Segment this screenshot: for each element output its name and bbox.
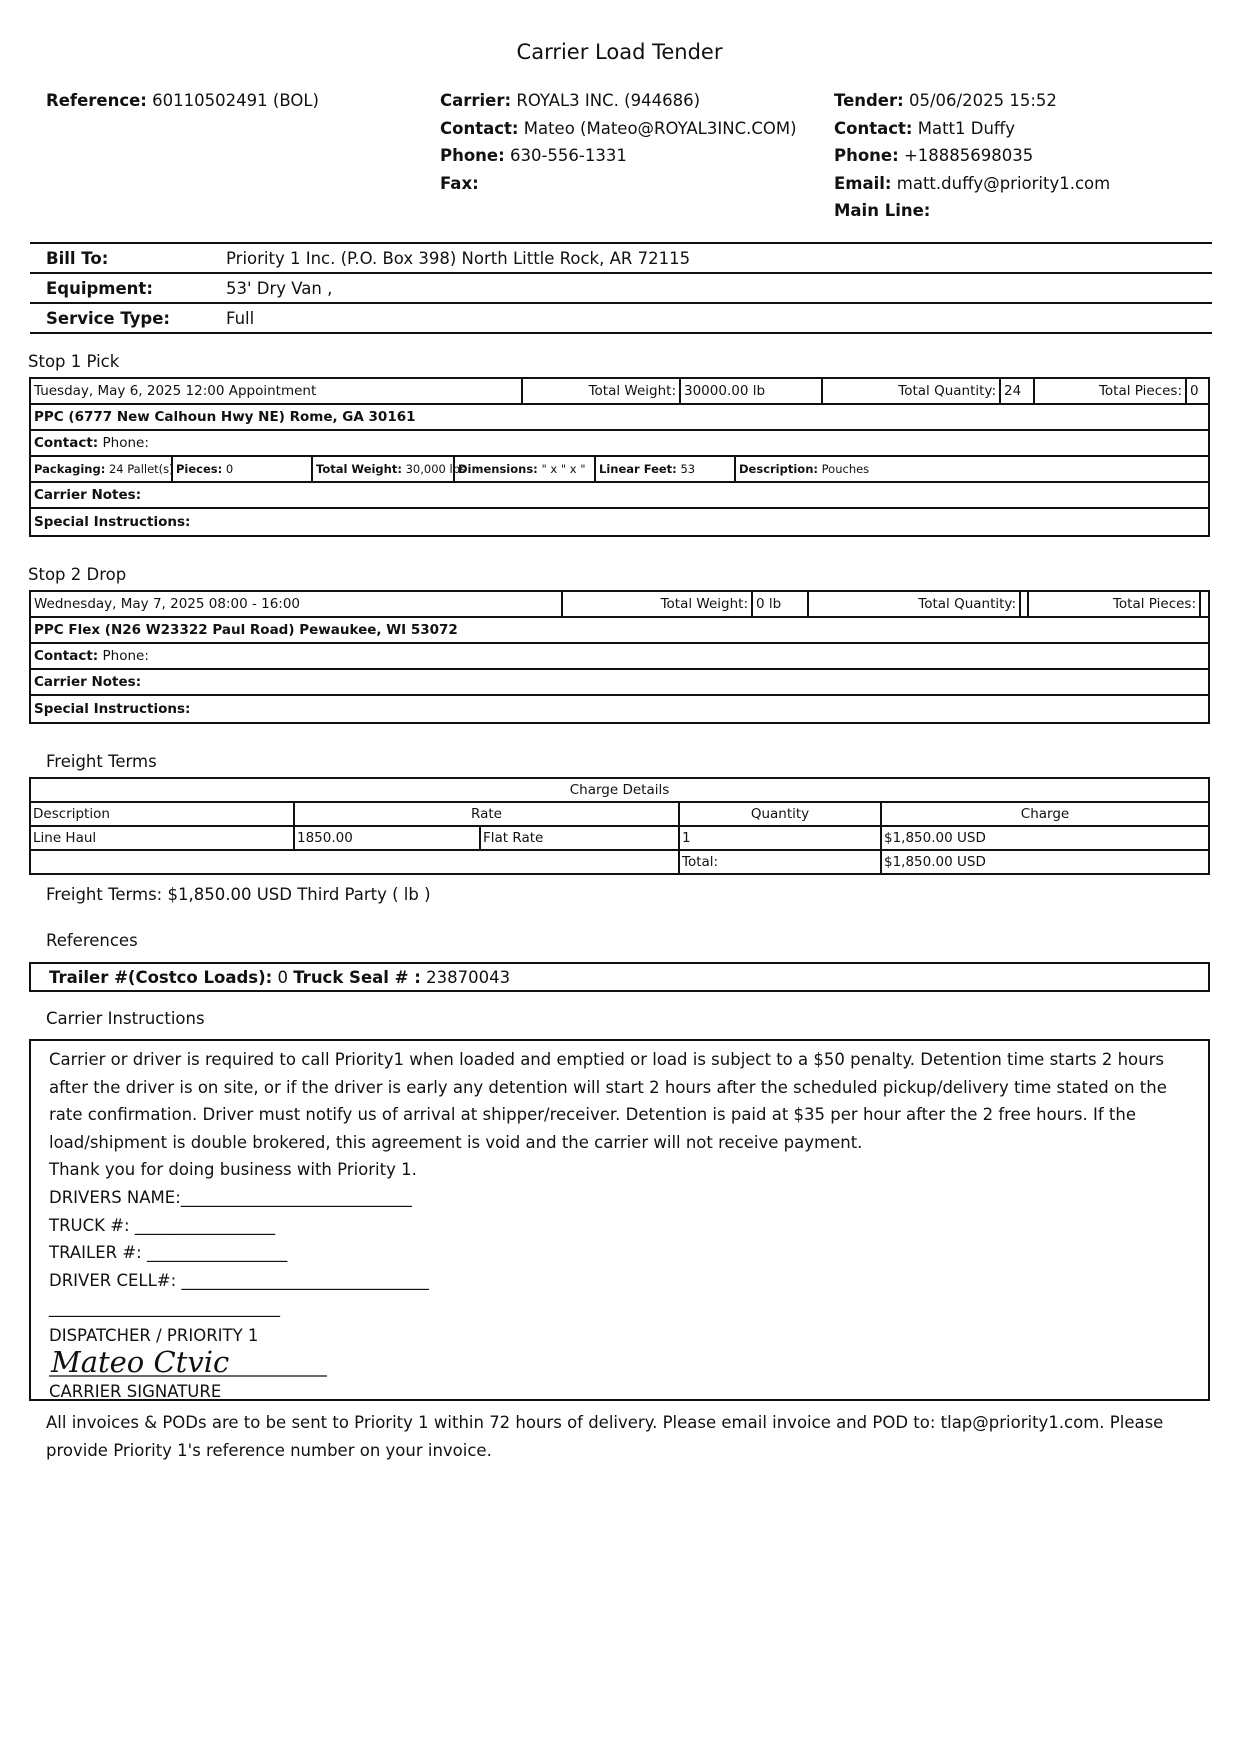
pieces-value: 0: [225, 462, 234, 476]
line-description: Line Haul: [30, 826, 294, 850]
linear-feet-label: Linear Feet:: [599, 462, 677, 476]
tender-contact-line: [834, 115, 1110, 143]
service-type-value: Full: [226, 308, 255, 328]
carrier-signature-label: CARRIER SIGNATURE: [49, 1381, 222, 1401]
tender-label: Tender:: [834, 91, 904, 110]
stop1-total-weight: 30000.00 lb: [679, 379, 823, 403]
stop1-total-weight-label: Total Weight:: [588, 383, 676, 399]
stop1-linear-feet: [596, 457, 736, 481]
stop1-carrier-notes-row: [31, 483, 1208, 509]
carrier-contact-label: Contact:: [440, 118, 519, 138]
stop1-special-instructions-row: [31, 509, 1208, 535]
carrier-instructions-title: Carrier Instructions: [46, 1009, 205, 1028]
description-value: Pouches: [821, 462, 870, 476]
carrier-instructions-box: [29, 1039, 1210, 1401]
driver-cell-field: DRIVER CELL#: ______________________________: [49, 1270, 429, 1290]
stop2-total-weight: 0 lb: [751, 592, 809, 616]
stop1-total-pieces: 0: [1185, 379, 1208, 403]
col-rate: Rate: [294, 802, 679, 826]
stop1-item-weight: [313, 457, 466, 481]
line-quantity: 1: [679, 826, 881, 850]
equipment-value: 53' Dry Van ,: [226, 278, 333, 298]
drivers-name-field: DRIVERS NAME:____________________________: [49, 1187, 412, 1207]
stop2-total-pieces: [1199, 592, 1208, 616]
stop1-special-instructions: Special Instructions:: [34, 514, 191, 530]
packaging-label: Packaging:: [34, 462, 106, 476]
carrier-signature-image: [49, 1344, 329, 1379]
stop2-total-quantity-label: Total Quantity:: [918, 596, 1016, 612]
stop2-box: [29, 590, 1210, 724]
tender-email-value: matt.duffy@priority1.com: [896, 173, 1111, 193]
freight-terms-line: Freight Terms: $1,850.00 USD Third Party ( lb ): [46, 885, 431, 904]
carrier-contact-line: [440, 115, 797, 143]
stop1-phone-label: Phone:: [102, 435, 149, 451]
bill-to-label: Bill To:: [46, 248, 109, 268]
total-value: $1,850.00 USD: [881, 850, 1209, 874]
item-weight-label: Total Weight:: [316, 462, 402, 476]
seal-label: Truck Seal # :: [293, 967, 421, 987]
linear-feet-value: 53: [680, 462, 696, 476]
description-label: Description:: [739, 462, 818, 476]
stop1-contact: [31, 431, 152, 455]
reference-column: [46, 87, 319, 115]
stop1-total-pieces-label: Total Pieces:: [1098, 383, 1182, 399]
item-weight-value: 30,000 lbs: [405, 462, 466, 476]
col-description: Description: [30, 802, 294, 826]
equipment-row: [30, 272, 1212, 302]
stop2-total-weight-label: Total Weight:: [660, 596, 748, 612]
dimensions-label: Dimensions:: [458, 462, 538, 476]
total-label: Total:: [679, 850, 881, 874]
stop1-location-row: [31, 405, 1208, 431]
stop1-box: [29, 377, 1210, 537]
reference-label: Reference:: [46, 91, 147, 110]
carrier-fax-line: [440, 170, 797, 198]
stop2-contact: [31, 644, 152, 668]
service-type-row: [30, 302, 1212, 334]
reference-value: 60110502491 (BOL): [152, 91, 319, 110]
tender-contact-label: Contact:: [834, 118, 913, 138]
dimensions-value: " x " x ": [541, 462, 586, 476]
stop1-location: PPC (6777 New Calhoun Hwy NE) Rome, GA 30161: [34, 409, 416, 425]
main-line: [834, 197, 1110, 225]
truck-field: TRUCK #: _________________: [49, 1215, 276, 1235]
stop1-total-quantity: 24: [999, 379, 1035, 403]
line-rate-type: Flat Rate: [480, 826, 679, 850]
summary-table: [30, 242, 1212, 334]
tender-column: [834, 87, 1110, 225]
stop2-carrier-notes-row: [31, 670, 1208, 696]
stop1-title: Stop 1 Pick: [28, 352, 120, 371]
stop2-total-pieces-label: Total Pieces:: [1112, 596, 1196, 612]
charge-line-row: [30, 826, 1209, 850]
dispatcher-line: ____________________________: [49, 1298, 280, 1318]
carrier-phone-line: [440, 142, 797, 170]
tender-line: [834, 87, 1110, 115]
charge-details-table: [29, 777, 1210, 875]
tender-phone-value: +18885698035: [903, 146, 1034, 165]
tender-contact-value: Matt1 Duffy: [917, 118, 1016, 138]
tender-phone-label: Phone:: [834, 146, 899, 165]
col-charge: Charge: [881, 802, 1209, 826]
stop2-contact-label: Contact:: [34, 648, 99, 664]
dispatcher-label: DISPATCHER / PRIORITY 1: [49, 1325, 259, 1345]
stop2-special-instructions-row: [31, 696, 1208, 722]
main-line-label: Main Line:: [834, 201, 931, 220]
references-box: [29, 962, 1210, 992]
stop2-carrier-notes: Carrier Notes:: [34, 674, 142, 690]
stop2-special-instructions: Special Instructions:: [34, 701, 191, 717]
packaging-value: 24 Pallet(s): [108, 462, 174, 476]
carrier-value: ROYAL3 INC. (944686): [516, 91, 701, 110]
stop2-location-row: [31, 618, 1208, 644]
references-title: References: [46, 931, 138, 950]
charge-columns-row: [30, 802, 1209, 826]
line-charge: $1,850.00 USD: [881, 826, 1209, 850]
stop1-carrier-notes: Carrier Notes:: [34, 487, 142, 503]
charge-total-row: [30, 850, 1209, 874]
stop1-datetime: Tuesday, May 6, 2025 12:00 Appointment: [31, 379, 523, 403]
trailer-label: Trailer #(Costco Loads):: [49, 967, 273, 987]
page-title: Carrier Load Tender: [516, 40, 723, 64]
tender-phone-line: [834, 142, 1110, 170]
stop2-title: Stop 2 Drop: [28, 565, 127, 584]
trailer-field: TRAILER #: _________________: [49, 1243, 288, 1263]
stop1-summary-row: [31, 379, 1208, 405]
freight-terms-title: Freight Terms: [46, 752, 157, 771]
tender-email-label: Email:: [834, 173, 892, 193]
total-spacer: [30, 850, 679, 874]
carrier-contact-value: Mateo (Mateo@ROYAL3INC.COM): [523, 118, 797, 138]
bill-to-row: [30, 242, 1212, 272]
line-rate: 1850.00: [294, 826, 480, 850]
carrier-phone-label: Phone:: [440, 146, 505, 165]
stop2-summary-row: [31, 592, 1208, 618]
stop1-contact-label: Contact:: [34, 435, 99, 451]
stop2-datetime: Wednesday, May 7, 2025 08:00 - 16:00: [31, 592, 563, 616]
bill-to-value: Priority 1 Inc. (P.O. Box 398) North Little Rock, AR 72115: [226, 248, 691, 268]
service-type-label: Service Type:: [46, 308, 170, 328]
carrier-line: [440, 87, 797, 115]
reference-line: [46, 87, 319, 115]
carrier-column: [440, 87, 797, 197]
equipment-label: Equipment:: [46, 278, 153, 298]
stop1-pieces: [173, 457, 313, 481]
stop2-location: PPC Flex (N26 W23322 Paul Road) Pewaukee, WI 53072: [34, 622, 458, 638]
charge-details-header: [30, 778, 1209, 802]
tender-email-line: [834, 170, 1110, 198]
stop1-packaging: [31, 457, 173, 481]
stop1-total-quantity-label: Total Quantity:: [898, 383, 996, 399]
tender-value: 05/06/2025 15:52: [909, 91, 1057, 110]
carrier-label: Carrier:: [440, 91, 512, 110]
stop2-total-quantity: [1019, 592, 1029, 616]
signature-text: Mateo Ctvic: [51, 1344, 230, 1379]
charge-details-title: Charge Details: [30, 778, 1209, 802]
instructions-body: Carrier or driver is required to call Priority1 when loaded and emptied or load is subject to a $50 penalty. Detention time starts 2 hours after the driver is on site, or if the driver is early any detention will start 2 hours after the scheduled pickup/delivery time stated on the rate confirmation. Driver must notify us of arrival at shipper/receiver. Detention is paid at $35 per hour after the 2 free hours. If the load/shipment is double brokered, this agreement is void and the carrier will not receive payment.: [49, 1050, 1167, 1152]
footer-note: All invoices & PODs are to be sent to Priority 1 within 72 hours of delivery. Please email invoice and POD to: tlap@priority1.com. Please provide Priority 1's reference number on your invoice.: [46, 1413, 1164, 1460]
instructions-thanks: Thank you for doing business with Priority 1.: [49, 1160, 417, 1180]
carrier-phone-value: 630-556-1331: [509, 146, 627, 165]
stop1-contact-row: [31, 431, 1208, 457]
stop1-dimensions: [455, 457, 596, 481]
stop1-item-row: [31, 457, 1208, 483]
col-quantity: Quantity: [679, 802, 881, 826]
stop1-description: [736, 457, 1208, 481]
pieces-label: Pieces:: [176, 462, 223, 476]
carrier-fax-label: Fax:: [440, 173, 479, 193]
stop2-phone-label: Phone:: [102, 648, 149, 664]
trailer-value: 0: [277, 967, 288, 987]
stop2-contact-row: [31, 644, 1208, 670]
seal-value: 23870043: [426, 967, 511, 987]
